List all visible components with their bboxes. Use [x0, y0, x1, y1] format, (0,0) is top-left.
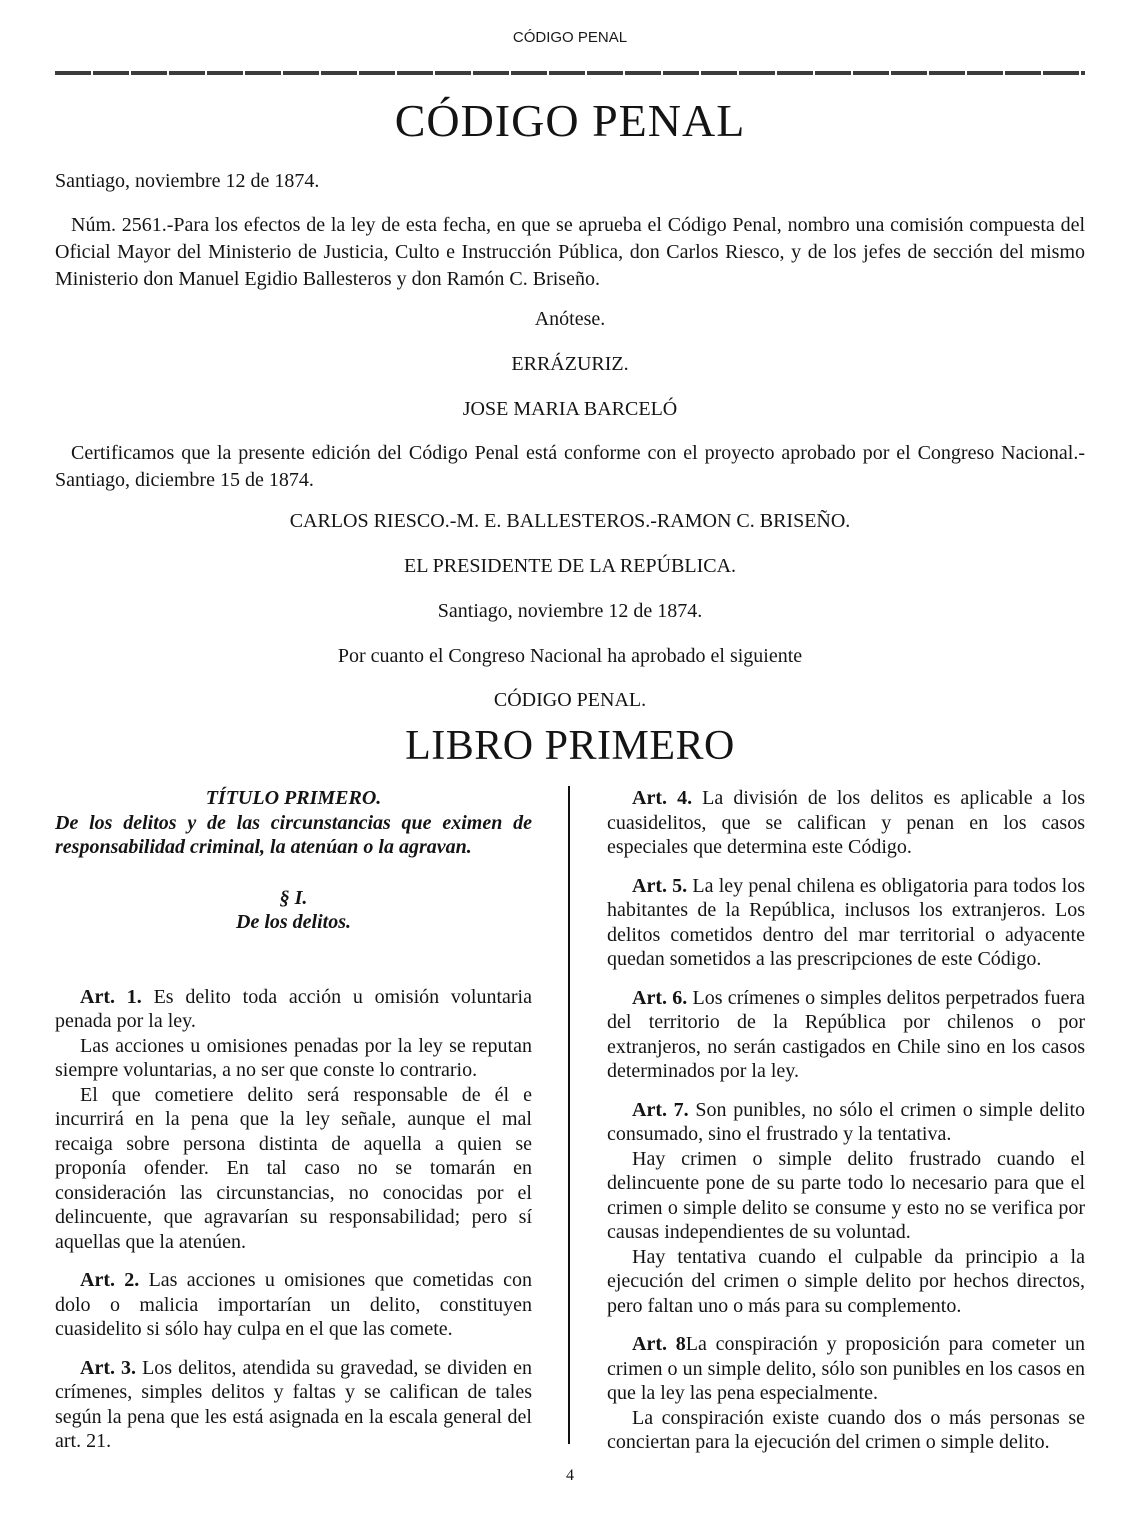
barcelo-signature: JOSE MARIA BARCELÓ — [462, 398, 678, 420]
article-paragraph: Las acciones u omisiones penadas por la ley se reputan siempre voluntarias, a no ser que conste lo contrario. — [55, 1034, 532, 1081]
two-column-body — [55, 786, 1085, 1455]
article-8 — [607, 1332, 1085, 1455]
article-3 — [55, 1356, 532, 1454]
column-divider — [568, 786, 570, 1444]
article-paragraph: Art. 5. La ley penal chilena es obligatoria para todos los habitantes de la República, inclusos los extranjeros. Los delitos cometidos dentro del mar territorial o adyacente quedan sometidos a las prescripciones de este Código. — [607, 874, 1085, 970]
commission-signatures: CARLOS RIESCO.-M. E. BALLESTEROS.-RAMON C. BRISEÑO. — [289, 510, 851, 532]
article-label: Art. 2. — [80, 1269, 149, 1291]
left-column — [55, 786, 532, 1454]
anotese-line: Anótese. — [534, 308, 606, 330]
article-paragraph: El que cometiere delito será responsable de él e incurrirá en la pena que la ley señale, aunque el mal recaiga sobre persona distinta de aquella a quien se proponía ofender. En tal caso no se tomarán en consideración las circunstancias, no conocidas por el delincuente, que agravarían su responsabilidad; pero sí aquellas que la atenúen. — [55, 1083, 532, 1253]
article-paragraph: Art. 1. Es delito toda acción u omisión voluntaria penada por la ley. — [55, 985, 532, 1032]
decree-paragraph: Núm. 2561.-Para los efectos de la ley de esta fecha, en que se aprueba el Código Penal, nombro una comisión compuesta del Oficial Mayor del Ministerio de Justicia, Culto e Instrucción Pública, don Carlos Riesco, y de los jefes de sección del mismo Ministerio don Manuel Egidio Ballesteros y don Ramón C. Briseño. — [55, 214, 1085, 290]
dateline-top: Santiago, noviembre 12 de 1874. — [55, 170, 320, 192]
article-paragraph: La conspiración existe cuando dos o más personas se conciertan para la ejecución del crimen o simple delito. — [607, 1406, 1085, 1453]
article-2 — [55, 1268, 532, 1342]
article-paragraph: Art. 2. Las acciones u omisiones que cometidas con dolo o malicia importarían un delito, constituyen cuasidelito si sólo hay culpa en el que las comete. — [55, 1269, 532, 1340]
article-paragraph: Art. 6. Los crímenes o simples delitos perpetrados fuera del territorio de la República por chilenos o por extranjeros, no serán castigados en Chile sino en los casos determinados por la ley. — [607, 986, 1085, 1082]
article-1 — [55, 985, 532, 1255]
certification-paragraph: Certificamos que la presente edición del Código Penal está conforme con el proyecto aprobado por el Congreso Nacional.- Santiago, diciembre 15 de 1874. — [55, 442, 1085, 491]
dateline-decree: Santiago, noviembre 12 de 1874. — [437, 600, 703, 622]
codigo-penal-line: CÓDIGO PENAL. — [493, 689, 647, 711]
document-title: CÓDIGO PENAL — [394, 95, 746, 146]
article-paragraph: Art. 4. La división de los delitos es aplicable a los cuasidelitos, que se califican y penan en los casos especiales que determina este Código. — [607, 787, 1085, 858]
article-label: Art. 1. — [80, 985, 154, 1008]
titulo-description: De los delitos y de las circunstancias que eximen de responsabilidad criminal, la atenúan o la agravan. — [55, 811, 532, 858]
errazuriz-signature: ERRÁZURIZ. — [511, 353, 629, 375]
page-number: 4 — [566, 1467, 574, 1484]
article-label: Art. 3. — [80, 1356, 143, 1379]
titulo-heading: TÍTULO PRIMERO. — [205, 787, 382, 809]
article-6 — [607, 986, 1085, 1084]
right-column — [607, 786, 1085, 1455]
article-4 — [607, 786, 1085, 860]
article-paragraph: Hay tentativa cuando el culpable da principio a la ejecución del crimen o simple delito por hechos directos, pero faltan uno o más para su complemento. — [607, 1245, 1085, 1317]
running-header: CÓDIGO PENAL — [512, 29, 628, 46]
article-label: Art. 6. — [632, 986, 693, 1009]
article-7 — [607, 1098, 1085, 1319]
section-title: De los delitos. — [236, 911, 351, 933]
header-rule — [55, 71, 1085, 75]
article-label: Art. 5. — [632, 874, 693, 897]
article-label: Art. 7. — [632, 1098, 696, 1121]
article-paragraph: Hay crimen o simple delito frustrado cuando el delincuente pone de su parte todo lo necesario para que el crimen o simple delito se consume y esto no se verifica por causas independientes de su voluntad. — [607, 1147, 1085, 1243]
por-cuanto-line: Por cuanto el Congreso Nacional ha aprobado el siguiente — [337, 645, 803, 667]
article-paragraph: Art. 3. Los delitos, atendida su gravedad, se dividen en crímenes, simples delitos y faltas y se califican de tales según la pena que les está asignada en la escala general del art. 21. — [55, 1356, 532, 1452]
section-mark: § I. — [279, 886, 308, 909]
book-heading: LIBRO PRIMERO — [405, 723, 735, 769]
president-line: EL PRESIDENTE DE LA REPÚBLICA. — [403, 555, 737, 577]
article-paragraph: Art. 8La conspiración y proposición para cometer un crimen o un simple delito, sólo son punibles en los casos en que la ley las pena especialmente. — [607, 1333, 1085, 1404]
article-paragraph: Art. 7. Son punibles, no sólo el crimen o simple delito consumado, sino el frustrado y la tentativa. — [607, 1098, 1085, 1145]
article-5 — [607, 874, 1085, 972]
article-label: Art. 8 — [632, 1333, 686, 1355]
article-label: Art. 4. — [632, 787, 703, 809]
